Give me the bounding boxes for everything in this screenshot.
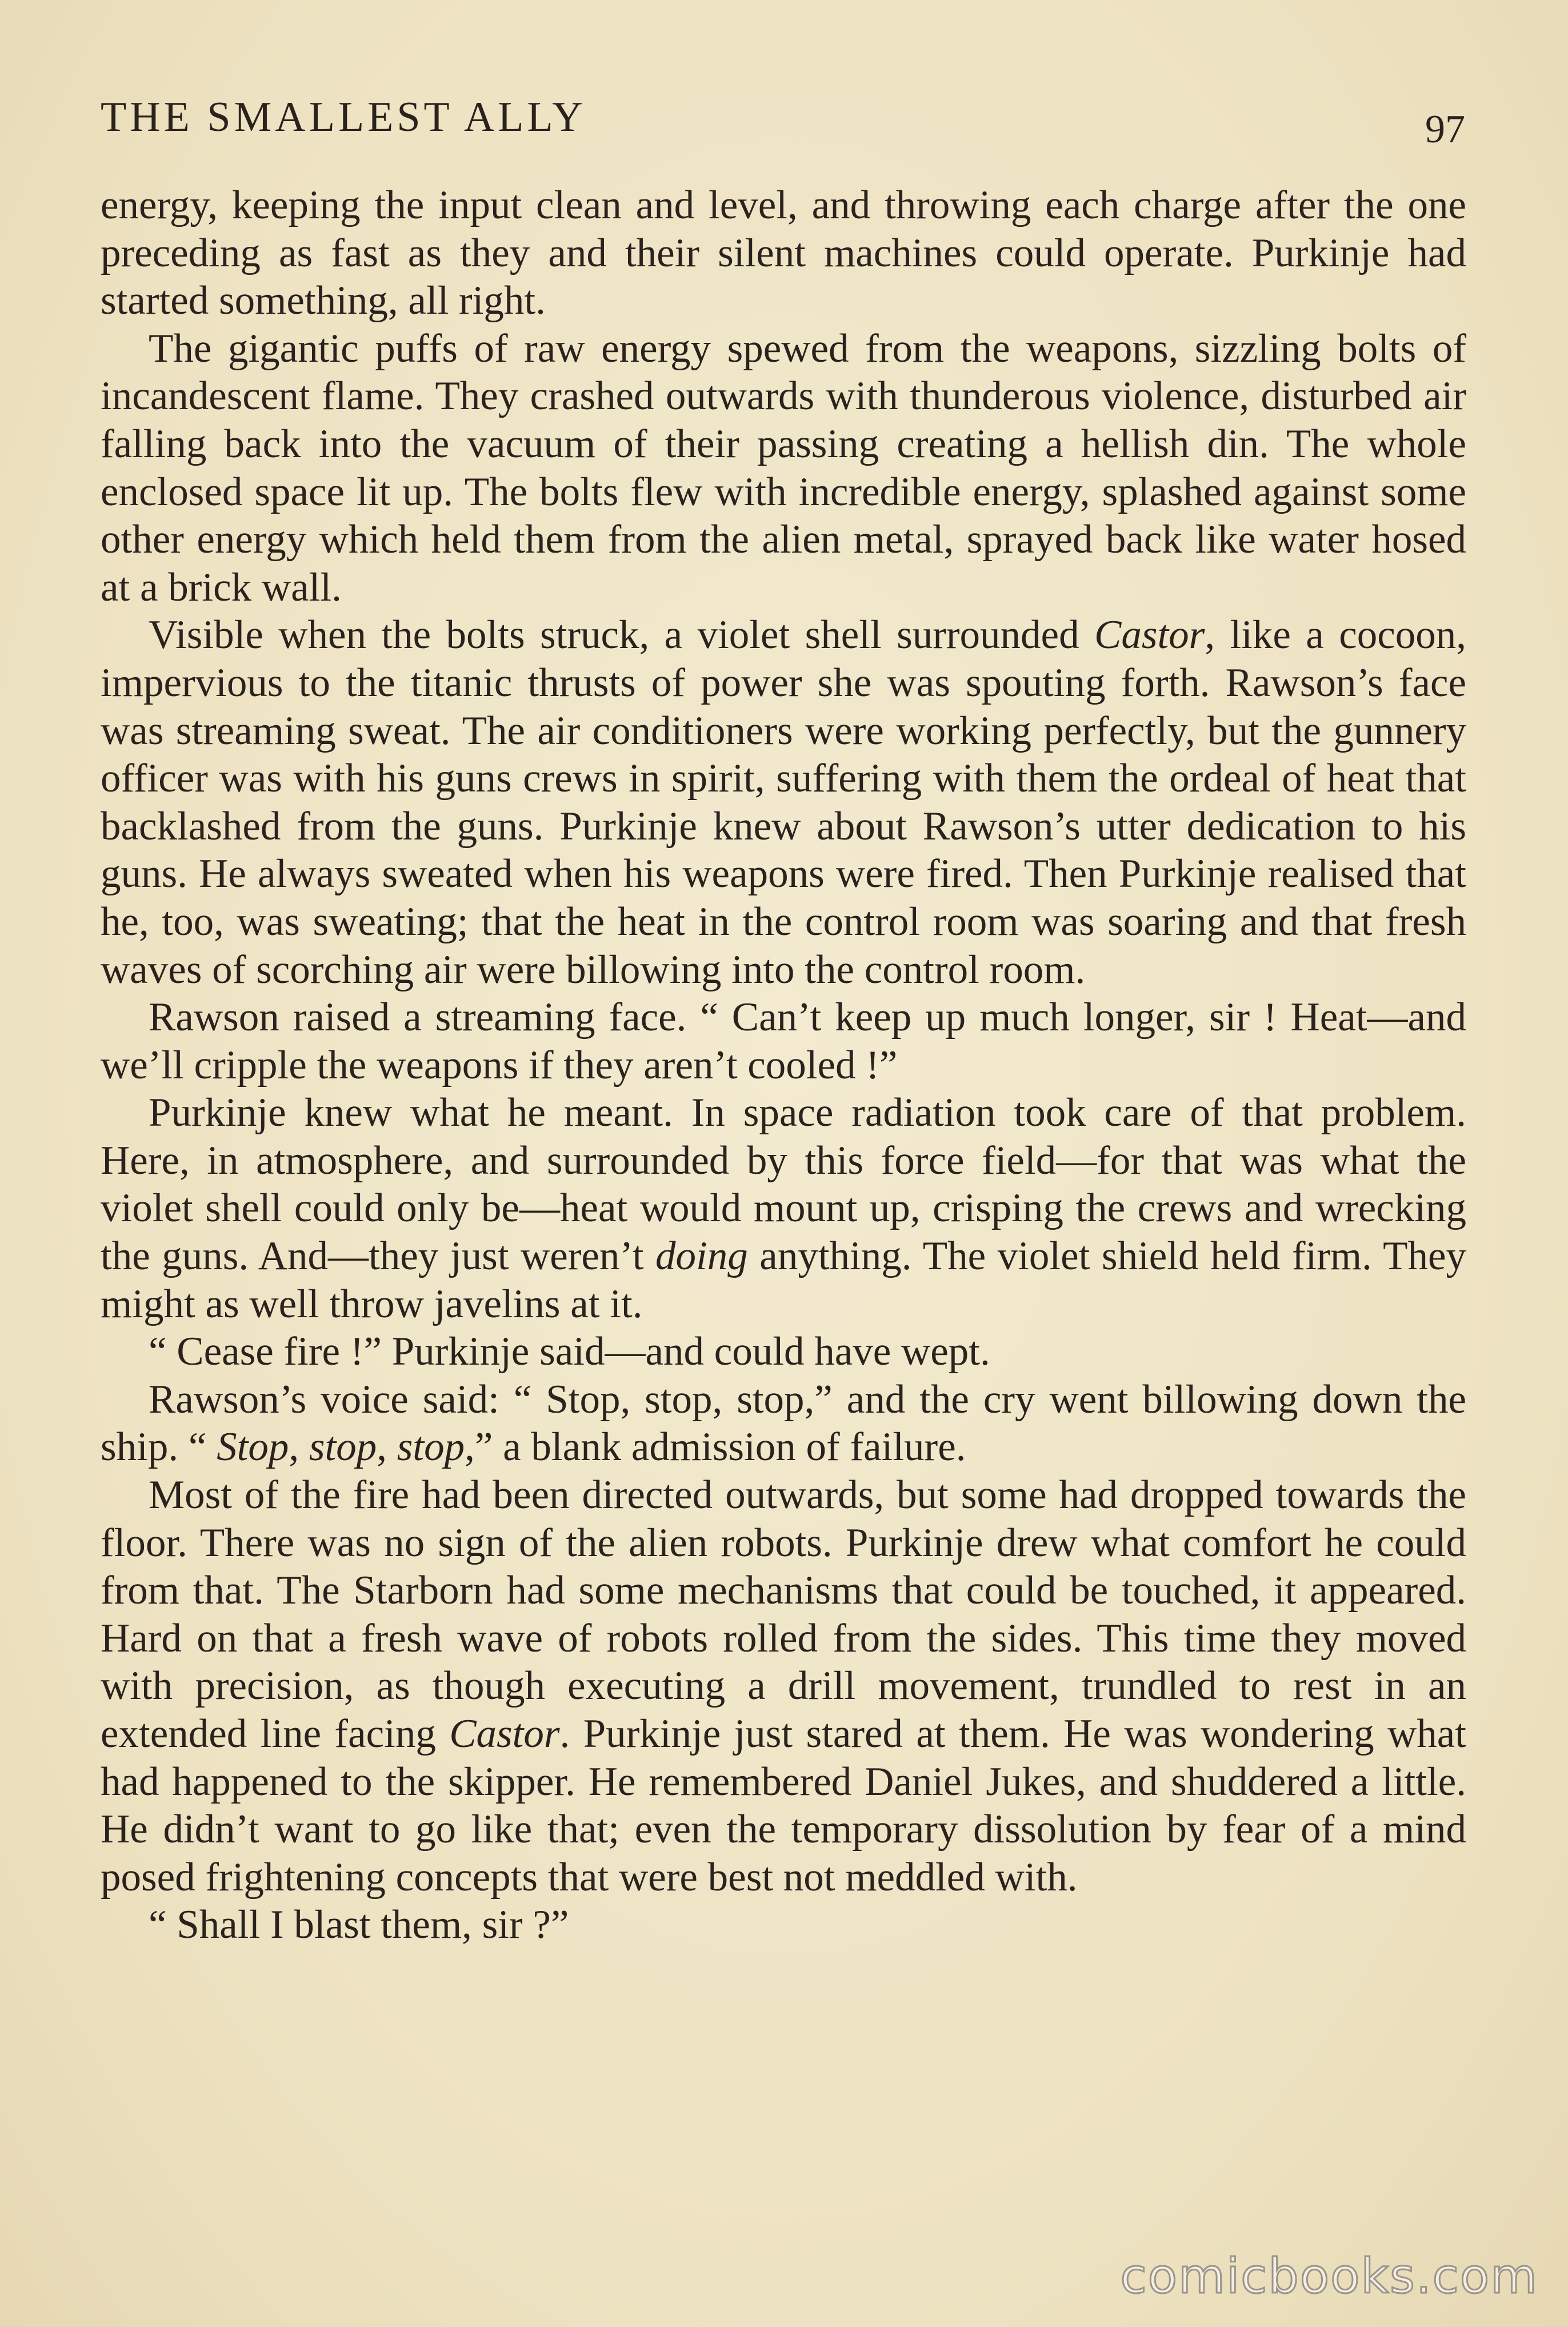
paragraph <box>101 1901 1466 1949</box>
text-span: anything. The violet shield held firm. They might as well throw javelins at it. <box>101 1234 1466 1326</box>
italic-text: stop <box>309 1425 377 1470</box>
paragraph <box>101 994 1466 1089</box>
text-span: , <box>377 1425 397 1470</box>
text-span: The gigantic puffs of raw energy spewed from the weapons, sizzling bolts of incandescent flame. They crashed outwards with thunderous violence, disturbed air falling back into the vacuum of their passing creating a hellish din. The whole enclosed space lit up. The bolts flew with incredible energy, splashed against some other energy which held them from the alien metal, sprayed back like water hosed at a brick wall. <box>101 326 1466 610</box>
paragraph <box>101 611 1466 994</box>
body-text <box>101 182 1466 1949</box>
italic-text: doing <box>655 1234 748 1279</box>
text-span: “ Shall I blast them, sir ?” <box>149 1902 569 1948</box>
paragraph <box>101 1328 1466 1376</box>
text-span: Most of the fire had been directed outwards, but some had dropped towards the floor. There was no sign of the alien robots. Purkinje drew what comfort he could from that. The Starborn had some mechanisms that could be touched, it appeared. Hard on that a fresh wave of robots rolled from the sides. This time they moved with precision, as though executing a drill movement, trundled to rest in an extended line facing <box>101 1473 1466 1756</box>
text-span: Rawson’s voice said: “ Stop, stop, stop,” and the cry went billowing down the ship. “ <box>101 1377 1466 1470</box>
italic-text: Stop <box>217 1425 289 1470</box>
paragraph <box>101 1376 1466 1472</box>
text-span: energy, keeping the input clean and level, and throwing each charge after the one preceding as fast as they and their silent machines could operate. Purkinje had started something, all right. <box>101 183 1466 323</box>
text-span: , <box>289 1425 309 1470</box>
text-span: , like a cocoon, impervious to the titanic thrusts of power she was spouting forth. Rawson’s face was streaming sweat. The air conditioners were working perfectly, but the gunnery officer was with his guns crews in spirit, suffering with them the ordeal of heat that backlashed from the guns. Purkinje knew about Rawson’s utter dedication to his guns. He always sweated when his weapons were fired. Then Purkinje realised that he, too, was sweating; that the heat in the control room was soaring and that fresh waves of scorching air were billowing into the control room. <box>101 613 1466 992</box>
paragraph <box>101 182 1466 325</box>
paragraph <box>101 1472 1466 1901</box>
watermark: comicbooks.com <box>1120 2248 1538 2304</box>
text-span: Rawson raised a streaming face. “ Can’t keep up much longer, sir ! Heat—and we’ll cripple the weapons if they aren’t cooled !” <box>101 995 1466 1087</box>
italic-text: stop <box>397 1425 465 1470</box>
text-span: ,” a blank admission of failure. <box>465 1425 966 1470</box>
running-head: THE SMALLEST ALLY <box>101 94 586 141</box>
text-span: . Purkinje just stared at them. He was wondering what had happened to the skipper. He remembered Daniel Jukes, and shuddered a little. He didn’t want to go like that; even the temporary dissolution by fear of a mind posed frightening concepts that were best not meddled with. <box>101 1712 1466 1900</box>
paragraph <box>101 325 1466 612</box>
italic-text: Castor <box>1094 613 1205 658</box>
italic-text: Castor <box>449 1712 560 1756</box>
page-header <box>101 86 1465 149</box>
paragraph <box>101 1089 1466 1328</box>
text-span: Visible when the bolts struck, a violet shell surrounded <box>149 613 1094 658</box>
text-span: Purkinje knew what he meant. In space radiation took care of that problem. Here, in atmosphere, and surrounded by this force field—for that was what the violet shell could only be—heat would mount up, crisping the crews and wrecking the guns. And—they just weren’t <box>101 1090 1466 1279</box>
page-number: 97 <box>1425 107 1465 151</box>
text-span: “ Cease fire !” Purkinje said—and could have wept. <box>149 1329 990 1374</box>
